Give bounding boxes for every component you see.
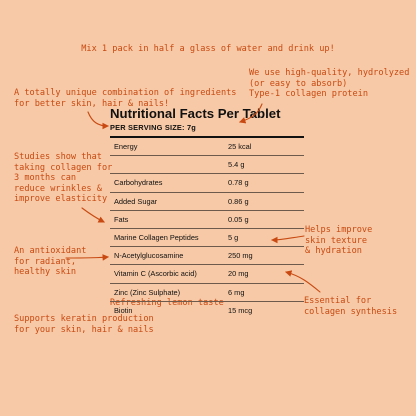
- nutrition-facts-panel: [110, 106, 304, 319]
- nutrition-row-fats: [110, 211, 304, 229]
- nutrient-value: 5.4 g: [228, 160, 245, 170]
- nutrition-row-protein: [110, 156, 304, 174]
- note-unique-combination: A totally unique combination of ingredients for better skin, hair & nails!: [14, 88, 237, 109]
- nutrition-row-carbohydrates: [110, 174, 304, 192]
- mix-instruction: Mix 1 pack in half a glass of water and drink up!: [81, 44, 335, 54]
- nutrition-row-vitamin-c: [110, 265, 304, 283]
- arrow-unique-icon: [88, 112, 108, 126]
- nutrient-value: 20 mg: [228, 269, 249, 279]
- note-collagen-synthesis: Essential for collagen synthesis: [304, 296, 398, 317]
- nutrient-name: Marine Collagen Peptides: [114, 233, 199, 243]
- note-antioxidant: An antioxidant for radiant, healthy skin: [14, 246, 87, 277]
- nutrient-name: Fats: [114, 214, 129, 224]
- panel-title: Nutritional Facts Per Tablet: [110, 106, 281, 121]
- nutrient-value: 15 mcg: [228, 305, 253, 315]
- panel-subtitle: PER SERVING SIZE: 7g: [110, 123, 197, 132]
- nutrition-row-energy: [110, 138, 304, 156]
- nutrient-name: Energy: [114, 142, 138, 152]
- nutrition-row-biotin: [110, 302, 304, 319]
- note-lemon-taste: Refreshing lemon taste: [110, 298, 224, 308]
- nutrition-row-marine-collagen: [110, 229, 304, 247]
- nutrition-table: [110, 138, 304, 319]
- nutrient-name: Added Sugar: [114, 196, 158, 206]
- nutrition-row-added-sugar: [110, 193, 304, 211]
- note-keratin: Supports keratin production for your skin, hair & nails: [14, 314, 154, 335]
- nutrient-name: Zinc (Zinc Sulphate): [114, 287, 181, 297]
- note-hydrolyzed-collagen: We use high-quality, hydrolyzed (or easy to absorb) Type-1 collagen protein: [249, 68, 410, 99]
- nutrient-value: 0.78 g: [228, 178, 249, 188]
- nutrient-name: Biotin: [114, 305, 133, 315]
- arrow-studies-icon: [82, 208, 104, 222]
- nutrient-value: 5 g: [228, 233, 239, 243]
- nutrient-value: 0.86 g: [228, 196, 249, 206]
- nutrient-name: Carbohydrates: [114, 178, 163, 188]
- nutrient-name: Vitamin C (Ascorbic acid): [114, 269, 197, 279]
- note-skin-texture: Helps improve skin texture & hydration: [305, 225, 373, 256]
- nutrition-row-n-acetylglucosamine: [110, 247, 304, 265]
- nutrient-value: 0.05 g: [228, 214, 249, 224]
- nutrition-row-zinc: [110, 284, 304, 302]
- nutrient-value: 250 mg: [228, 251, 253, 261]
- nutrient-value: 6 mg: [228, 287, 245, 297]
- nutrient-name: N-Acetylglucosamine: [114, 251, 184, 261]
- note-studies: Studies show that taking collagen for 3 months can reduce wrinkles & improve elasticity: [14, 152, 113, 204]
- nutrient-value: 25 kcal: [228, 142, 252, 152]
